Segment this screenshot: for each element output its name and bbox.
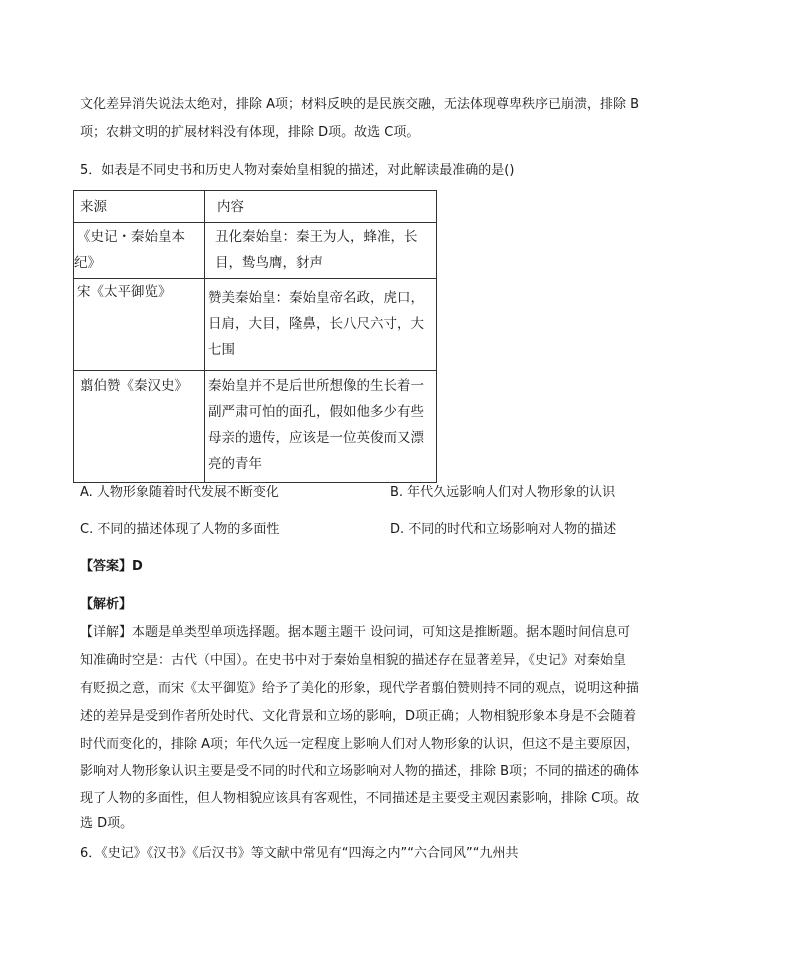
table-row <box>74 223 437 279</box>
option-a: A. 人物形象随着时代发展不断变化 <box>80 485 279 500</box>
row2-source: 宋《太平御览》 <box>74 279 205 371</box>
header-source: 来源 <box>74 191 205 223</box>
analysis-line: 述的差异是受到作者所处时代、文化背景和立场的影响，D项正确；人物相貌形象本身是不会随着 <box>80 709 637 724</box>
analysis-line: 【详解】本题是单类型单项选择题。据本题主题干 设问词，可知这是推断题。据本题时间信息可 <box>80 625 631 640</box>
analysis-line: 知准确时空是：古代（中国）。在史书中对于秦始皇相貌的描述存在显著差异，《史记》对秦始皇 <box>80 653 627 668</box>
source-table <box>73 190 437 483</box>
analysis-line: 有贬损之意，而宋《太平御览》给予了美化的形象，现代学者翦伯赞则持不同的观点，说明这种描 <box>80 681 640 696</box>
analysis-line: 影响对人物形象认识主要是受不同的时代和立场影响对人物的描述，排除 B项；不同的描述的确体 <box>80 764 640 779</box>
row1-content: 丑化秦始皇：秦王为人，蜂准，长 目，鸷鸟膺，豺声 <box>205 223 437 279</box>
question6-stem: 6．《史记》《汉书》《后汉书》等文献中常见有“四海之内”“六合同风”“九州共 <box>80 846 519 861</box>
analysis-line: 选 D项。 <box>80 816 134 831</box>
row2-content: 赞美秦始皇：秦始皇帝名政，虎口， 日肩，大目，隆鼻，长八尺六寸，大 七围 <box>205 279 437 371</box>
table-header-row <box>74 191 437 223</box>
table-row <box>74 371 437 483</box>
row3-source: 翦伯赞《秦汉史》 <box>74 371 205 483</box>
answer-label: 【答案】 <box>80 559 133 574</box>
prev-explanation-line-2: 项；农耕文明的扩展材料没有体现，排除 D项。故选 C项。 <box>80 125 420 140</box>
row1-source: 《史记・秦始皇本 纪》 <box>74 223 205 279</box>
answer-line <box>80 558 143 576</box>
question5-stem: 5．如表是不同史书和历史人物对秦始皇相貌的描述，对此解读最准确的是() <box>80 163 515 178</box>
table-row <box>74 279 437 371</box>
option-b: B. 年代久远影响人们对人物形象的认识 <box>390 485 616 500</box>
analysis-line: 时代而变化的，排除 A项；年代久远一定程度上影响人们对人物形象的认识，但这不是主要原因， <box>80 737 640 752</box>
header-content: 内容 <box>205 191 437 223</box>
row3-content: 秦始皇并不是后世所想像的生长着一 副严肃可怕的面孔，假如他多少有些 母亲的遗传，应该是一位英俊而又漂 亮的青年 <box>205 371 437 483</box>
option-d: D. 不同的时代和立场影响对人物的描述 <box>390 522 617 537</box>
analysis-line: 现了人物的多面性，但人物相貌应该具有客观性，不同描述是主要受主观因素影响，排除 C项。故 <box>80 791 640 806</box>
option-c: C. 不同的描述体现了人物的多面性 <box>80 522 280 537</box>
analysis-label: 【解析】 <box>80 597 133 612</box>
answer-value: D <box>132 559 143 574</box>
prev-explanation-line-1: 文化差异消失说法太绝对，排除 A项；材料反映的是民族交融，无法体现尊卑秩序已崩溃，排除 B <box>80 97 640 112</box>
